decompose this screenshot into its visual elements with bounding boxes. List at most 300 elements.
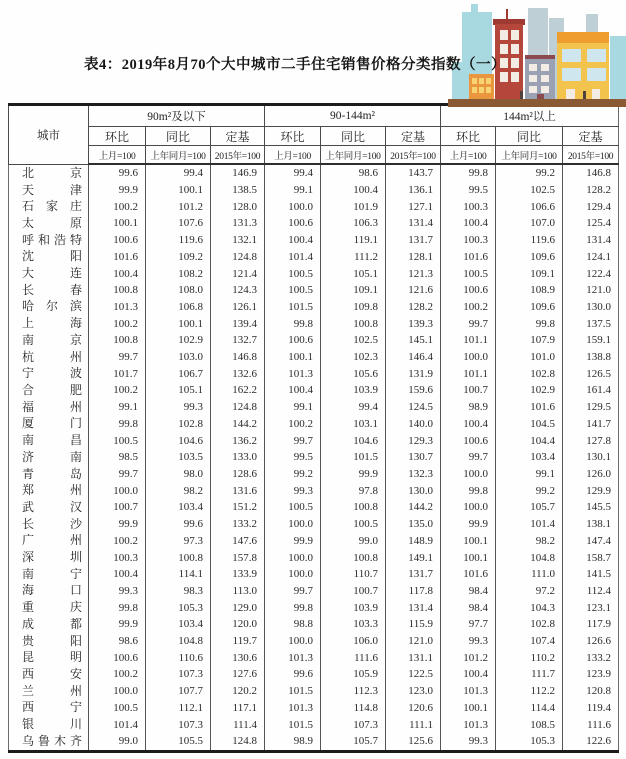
mauve-building [525,55,555,102]
value-cell: 105.7 [496,499,563,516]
value-cell: 99.9 [265,532,321,549]
value-cell: 103.9 [321,382,386,399]
city-name: 兰州 [22,683,82,698]
value-cell: 132.3 [386,466,441,483]
city-name: 西宁 [22,700,82,715]
value-cell: 126.0 [563,466,619,483]
mom-header: 环比 [265,127,321,146]
table-row [9,416,619,433]
value-cell: 101.2 [146,198,211,215]
table-row [9,516,619,533]
value-cell: 145.1 [386,332,441,349]
value-cell: 105.1 [321,265,386,282]
value-cell: 109.6 [496,249,563,266]
value-cell: 111.1 [386,716,441,733]
value-cell: 123.9 [563,666,619,683]
value-cell: 146.4 [386,349,441,366]
value-cell: 99.8 [265,315,321,332]
value-cell: 100.1 [441,532,496,549]
table-row [9,733,619,751]
value-cell: 136.1 [386,182,441,199]
value-cell: 99.3 [441,633,496,650]
value-cell: 102.9 [146,332,211,349]
value-cell: 100.2 [89,666,146,683]
value-cell: 139.3 [386,315,441,332]
value-cell: 121.4 [211,265,265,282]
city-name: 福州 [22,399,82,414]
city-name: 南昌 [22,433,82,448]
value-cell: 131.4 [386,599,441,616]
value-cell: 99.7 [441,315,496,332]
value-cell: 146.8 [563,164,619,182]
city-name: 呼和浩特 [22,232,82,247]
value-cell: 101.3 [265,700,321,717]
value-cell: 110.7 [321,566,386,583]
value-cell: 101.4 [496,516,563,533]
value-cell: 100.6 [265,332,321,349]
table-row [9,349,619,366]
value-cell: 130.0 [563,299,619,316]
value-cell: 131.6 [211,482,265,499]
value-cell: 99.0 [321,532,386,549]
city-name: 长沙 [22,516,82,531]
value-cell: 109.2 [146,249,211,266]
value-cell: 161.4 [563,382,619,399]
value-cell: 110.2 [496,649,563,666]
value-cell: 99.8 [441,164,496,182]
value-cell: 157.8 [211,549,265,566]
value-cell: 98.6 [321,164,386,182]
table-row [9,232,619,249]
table-row [9,616,619,633]
value-cell: 124.8 [211,399,265,416]
value-cell: 99.8 [441,482,496,499]
value-cell: 124.3 [211,282,265,299]
value-cell: 124.5 [386,399,441,416]
value-cell: 144.2 [386,499,441,516]
city-name: 长春 [22,282,82,297]
value-cell: 111.7 [496,666,563,683]
fixed-base-header: 定基 [563,127,619,146]
value-cell: 100.2 [89,198,146,215]
value-cell: 100.7 [89,499,146,516]
value-cell: 109.1 [321,282,386,299]
value-cell: 111.6 [321,649,386,666]
value-cell: 100.8 [321,315,386,332]
value-cell: 131.7 [386,566,441,583]
value-cell: 98.0 [146,466,211,483]
value-cell: 100.5 [265,265,321,282]
value-cell: 100.0 [265,566,321,583]
value-cell: 100.4 [89,566,146,583]
value-cell: 99.5 [265,449,321,466]
value-cell: 144.2 [211,416,265,433]
value-cell: 100.8 [146,549,211,566]
value-cell: 101.1 [441,332,496,349]
value-cell: 141.7 [563,416,619,433]
value-cell: 109.1 [496,265,563,282]
value-cell: 106.0 [321,633,386,650]
city-name: 宁波 [22,366,82,381]
city-name: 青岛 [22,466,82,481]
value-cell: 99.4 [146,164,211,182]
base-prev-month: 上月=100 [89,146,146,165]
fixed-base-header: 定基 [386,127,441,146]
group-header-under-90: 90m²及以下 [89,105,265,127]
value-cell: 105.6 [321,365,386,382]
value-cell: 124.8 [211,249,265,266]
value-cell: 99.1 [89,399,146,416]
city-name: 石家庄 [22,199,82,214]
city-name: 哈尔滨 [22,299,82,314]
value-cell: 151.2 [211,499,265,516]
value-cell: 101.6 [496,399,563,416]
city-name: 乌鲁木齐 [22,733,82,748]
table-row [9,365,619,382]
value-cell: 119.7 [211,633,265,650]
value-cell: 99.1 [265,182,321,199]
value-cell: 109.8 [321,299,386,316]
value-cell: 148.9 [386,532,441,549]
value-cell: 112.3 [321,683,386,700]
value-cell: 130.7 [386,449,441,466]
value-cell: 100.1 [89,215,146,232]
value-cell: 123.0 [386,683,441,700]
value-cell: 108.0 [146,282,211,299]
base-same-month-last-year: 上年同月=100 [496,146,563,165]
value-cell: 139.4 [211,315,265,332]
value-cell: 100.4 [265,232,321,249]
table-row [9,299,619,316]
value-cell: 100.4 [441,416,496,433]
table-row [9,666,619,683]
value-cell: 101.4 [265,249,321,266]
value-cell: 100.5 [89,700,146,717]
value-cell: 114.1 [146,566,211,583]
value-cell: 103.5 [146,449,211,466]
value-cell: 105.3 [496,733,563,751]
value-cell: 120.0 [211,616,265,633]
value-cell: 159.6 [386,382,441,399]
value-cell: 100.1 [441,700,496,717]
value-cell: 136.2 [211,432,265,449]
base-same-month-last-year: 上年同月=100 [146,146,211,165]
value-cell: 111.6 [563,716,619,733]
city-name: 北京 [22,165,82,180]
value-cell: 106.7 [146,365,211,382]
value-cell: 107.4 [496,633,563,650]
value-cell: 126.1 [211,299,265,316]
value-cell: 101.3 [441,683,496,700]
value-cell: 101.6 [441,249,496,266]
value-cell: 100.4 [441,666,496,683]
value-cell: 107.3 [321,716,386,733]
base-same-month-last-year: 上年同月=100 [321,146,386,165]
value-cell: 102.5 [496,182,563,199]
value-cell: 131.3 [211,215,265,232]
value-cell: 111.4 [211,716,265,733]
value-cell: 102.8 [146,416,211,433]
value-cell: 103.0 [146,349,211,366]
value-cell: 123.1 [563,599,619,616]
value-cell: 101.5 [321,449,386,466]
value-cell: 101.5 [265,716,321,733]
value-cell: 112.1 [146,700,211,717]
value-cell: 103.3 [321,616,386,633]
mom-header: 环比 [441,127,496,146]
value-cell: 115.9 [386,616,441,633]
table-row [9,249,619,266]
value-cell: 162.2 [211,382,265,399]
value-cell: 107.9 [496,332,563,349]
value-cell: 99.9 [89,616,146,633]
value-cell: 99.7 [265,432,321,449]
value-cell: 104.4 [496,432,563,449]
value-cell: 141.5 [563,566,619,583]
value-cell: 145.5 [563,499,619,516]
city-name: 济南 [22,449,82,464]
value-cell: 102.9 [496,382,563,399]
table-row [9,164,619,182]
value-cell: 133.2 [563,649,619,666]
base-prev-month: 上月=100 [441,146,496,165]
value-cell: 131.4 [386,215,441,232]
value-cell: 104.8 [496,549,563,566]
value-cell: 125.6 [386,733,441,751]
value-cell: 100.0 [265,549,321,566]
value-cell: 129.9 [563,482,619,499]
value-cell: 100.3 [441,232,496,249]
value-cell: 108.2 [146,265,211,282]
value-cell: 100.0 [441,499,496,516]
value-cell: 112.4 [563,583,619,600]
value-cell: 100.1 [146,315,211,332]
value-cell: 100.4 [265,382,321,399]
value-cell: 99.3 [441,733,496,751]
value-cell: 100.2 [89,532,146,549]
value-cell: 119.4 [563,700,619,717]
value-cell: 135.0 [386,516,441,533]
value-cell: 99.9 [441,516,496,533]
value-cell: 119.6 [146,232,211,249]
value-cell: 114.4 [496,700,563,717]
city-name: 合肥 [22,382,82,397]
value-cell: 111.2 [321,249,386,266]
value-cell: 120.2 [211,683,265,700]
value-cell: 107.3 [146,716,211,733]
value-cell: 128.2 [386,299,441,316]
value-cell: 140.0 [386,416,441,433]
value-cell: 100.0 [89,482,146,499]
city-name: 深圳 [22,550,82,565]
table-row [9,382,619,399]
value-cell: 122.5 [386,666,441,683]
value-cell: 99.2 [265,466,321,483]
value-cell: 107.0 [496,215,563,232]
value-cell: 98.8 [265,616,321,633]
value-cell: 100.7 [321,583,386,600]
value-cell: 114.8 [321,700,386,717]
table-row [9,716,619,733]
value-cell: 131.4 [563,232,619,249]
value-cell: 100.0 [265,198,321,215]
value-cell: 97.2 [496,583,563,600]
value-cell: 131.1 [386,649,441,666]
value-cell: 124.1 [563,249,619,266]
value-cell: 100.6 [265,215,321,232]
city-name: 西安 [22,666,82,681]
table-row [9,265,619,282]
value-cell: 104.3 [496,599,563,616]
table-row [9,449,619,466]
value-cell: 103.1 [321,416,386,433]
value-cell: 127.1 [386,198,441,215]
value-cell: 100.4 [441,215,496,232]
value-cell: 127.8 [563,432,619,449]
value-cell: 100.3 [441,198,496,215]
value-cell: 133.2 [211,516,265,533]
value-cell: 98.9 [265,733,321,751]
value-cell: 102.8 [496,616,563,633]
value-cell: 107.6 [146,215,211,232]
value-cell: 100.1 [265,349,321,366]
value-cell: 101.6 [441,566,496,583]
value-cell: 130.6 [211,649,265,666]
value-cell: 105.9 [321,666,386,683]
value-cell: 107.7 [146,683,211,700]
table-row [9,482,619,499]
value-cell: 128.1 [386,249,441,266]
value-cell: 101.3 [265,649,321,666]
table-row [9,332,619,349]
value-cell: 105.1 [146,382,211,399]
value-cell: 99.7 [89,349,146,366]
value-cell: 111.0 [496,566,563,583]
value-cell: 130.0 [386,482,441,499]
value-cell: 100.0 [265,516,321,533]
table-row [9,549,619,566]
value-cell: 99.7 [89,466,146,483]
value-cell: 128.0 [211,198,265,215]
value-cell: 100.5 [89,432,146,449]
value-cell: 98.2 [146,482,211,499]
value-cell: 99.5 [441,182,496,199]
value-cell: 103.9 [321,599,386,616]
city-name: 天津 [22,182,82,197]
value-cell: 99.1 [265,399,321,416]
value-cell: 121.6 [386,282,441,299]
value-cell: 97.8 [321,482,386,499]
value-cell: 138.5 [211,182,265,199]
table-row [9,182,619,199]
city-name: 太原 [22,215,82,230]
value-cell: 100.8 [321,549,386,566]
value-cell: 102.5 [321,332,386,349]
group-header-over-144: 144m²以上 [441,105,619,127]
value-cell: 105.7 [321,733,386,751]
value-cell: 121.3 [386,265,441,282]
value-cell: 101.9 [321,198,386,215]
value-cell: 100.0 [441,349,496,366]
table-row [9,700,619,717]
value-cell: 104.8 [146,633,211,650]
value-cell: 99.2 [496,482,563,499]
value-cell: 132.7 [211,332,265,349]
value-cell: 133.9 [211,566,265,583]
value-cell: 137.5 [563,315,619,332]
table-row [9,215,619,232]
value-cell: 106.8 [146,299,211,316]
table-row [9,399,619,416]
value-cell: 99.6 [89,164,146,182]
value-cell: 138.8 [563,349,619,366]
value-cell: 101.2 [441,649,496,666]
value-cell: 99.9 [89,182,146,199]
table-row [9,599,619,616]
table-row [9,466,619,483]
city-name: 成都 [22,616,82,631]
city-name: 杭州 [22,349,82,364]
yoy-header: 同比 [146,127,211,146]
value-cell: 98.6 [89,633,146,650]
value-cell: 129.4 [563,198,619,215]
value-cell: 147.4 [563,532,619,549]
value-cell: 122.6 [563,733,619,751]
table-row [9,532,619,549]
value-cell: 99.3 [89,583,146,600]
value-cell: 101.3 [89,299,146,316]
value-cell: 129.3 [386,432,441,449]
city-name: 大连 [22,266,82,281]
value-cell: 100.0 [265,633,321,650]
value-cell: 100.6 [89,649,146,666]
city-name: 南宁 [22,566,82,581]
value-cell: 100.6 [441,432,496,449]
value-cell: 159.1 [563,332,619,349]
value-cell: 131.9 [386,365,441,382]
value-cell: 101.0 [496,349,563,366]
value-cell: 99.6 [265,666,321,683]
value-cell: 104.6 [321,432,386,449]
value-cell: 100.6 [441,282,496,299]
city-name: 沈阳 [22,249,82,264]
city-name: 广州 [22,533,82,548]
value-cell: 100.5 [321,516,386,533]
value-cell: 100.1 [146,182,211,199]
table-row [9,649,619,666]
value-cell: 100.2 [265,416,321,433]
table-row [9,315,619,332]
value-cell: 98.5 [89,449,146,466]
value-cell: 100.5 [265,282,321,299]
table-row [9,583,619,600]
value-cell: 120.8 [563,683,619,700]
value-cell: 102.8 [496,365,563,382]
value-cell: 100.0 [89,683,146,700]
value-cell: 99.8 [89,599,146,616]
value-cell: 98.4 [441,599,496,616]
table-row [9,432,619,449]
value-cell: 98.9 [441,399,496,416]
value-cell: 126.5 [563,365,619,382]
yoy-header: 同比 [496,127,563,146]
value-cell: 106.6 [496,198,563,215]
value-cell: 113.0 [211,583,265,600]
value-cell: 100.2 [89,382,146,399]
city-name: 武汉 [22,499,82,514]
orange-building [469,74,494,102]
value-cell: 108.5 [496,716,563,733]
